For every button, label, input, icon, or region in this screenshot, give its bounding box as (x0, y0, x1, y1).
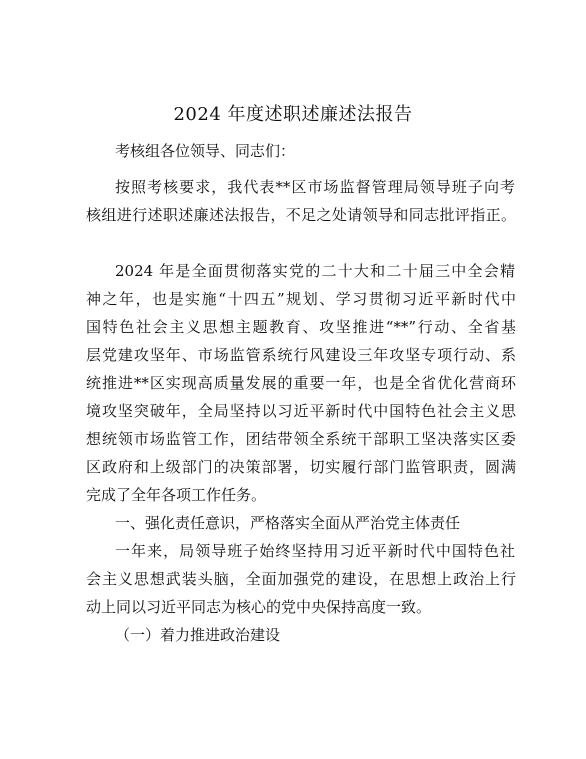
paragraph-line: 统推进**区实现高质量发展的重要一年，也是全省优化营商环 (86, 374, 516, 392)
paragraph-line: 国特色社会主义思想主题教育、攻坚推进“**”行动、全省基 (86, 318, 516, 336)
paragraph-line: 层党建攻坚年、市场监管系统行风建设三年攻坚专项行动、系 (86, 346, 516, 364)
paragraph-line: 会主义思想武装头脑，全面加强党的建设，在思想上政治上行 (86, 570, 516, 588)
paragraph-line: 想统领市场监管工作，团结带领全系统干部职工坚决落实区委 (86, 430, 516, 448)
section-heading: 一、强化责任意识，严格落实全面从严治党主体责任 (115, 514, 461, 532)
intro-line: 核组进行述职述廉述法报告，不足之处请领导和同志批评指正。 (86, 206, 516, 224)
salutation: 考核组各位领导、同志们： (115, 142, 296, 160)
paragraph-line: 2024 年是全面贯彻落实党的二十大和二十届三中全会精 (115, 262, 515, 280)
paragraph-line: 一年来，局领导班子始终坚持用习近平新时代中国特色社 (115, 542, 515, 560)
paragraph-line: 区政府和上级部门的决策部署，切实履行部门监管职责，圆满 (86, 458, 516, 476)
document-title: 2024 年度述职述廉述法报告 (173, 104, 413, 125)
subsection-heading: （一）着力推进政治建设 (115, 626, 281, 644)
intro-line: 按照考核要求，我代表**区市场监督管理局领导班子向考 (115, 178, 515, 196)
paragraph-line: 神之年，也是实施“十四五”规划、学习贯彻习近平新时代中 (86, 290, 516, 308)
paragraph-line: 境攻坚突破年，全局坚持以习近平新时代中国特色社会主义思 (86, 402, 516, 420)
paragraph-line: 完成了全年各项工作任务。 (86, 486, 267, 504)
paragraph-line: 动上同以习近平同志为核心的党中央保持高度一致。 (86, 598, 432, 616)
